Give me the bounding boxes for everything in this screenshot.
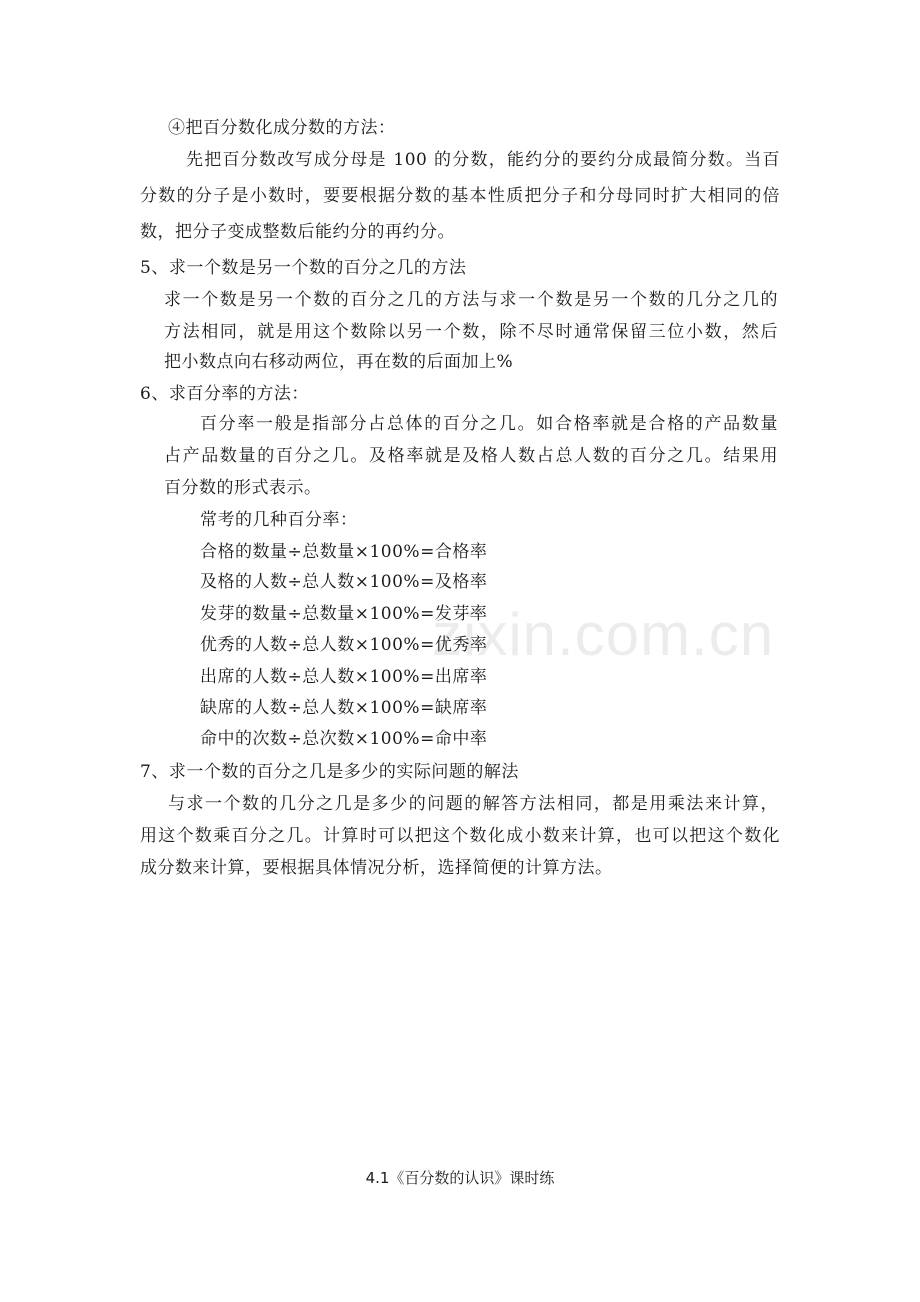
formula-item: 及格的人数÷总人数×100%=及格率	[200, 572, 488, 592]
section7-heading: 7、求一个数的百分之几是多少的实际问题的解法	[140, 762, 519, 782]
watermark: zixin.com.cn	[432, 601, 775, 668]
section5-heading: 5、求一个数是另一个数的百分之几的方法	[140, 258, 467, 278]
method4-line-2: 分数的分子是小数时，要要根据分数的基本性质把分子和分母同时扩大相同的倍	[140, 186, 780, 206]
section6-line-3: 百分数的形式表示。	[164, 478, 322, 498]
formula-item: 合格的数量÷总数量×100%=合格率	[200, 542, 488, 562]
method4-line-1: 先把百分数改写成分母是 100 的分数，能约分的要约分成最简分数。当百	[186, 150, 780, 170]
section7-line-2: 用这个数乘百分之几。计算时可以把这个数化成小数来计算，也可以把这个数化	[140, 826, 780, 846]
method4-heading: ④把百分数化成分数的方法：	[168, 118, 396, 138]
section7-line-1: 与求一个数的几分之几是多少的问题的解答方法相同，都是用乘法来计算，	[168, 794, 778, 814]
method4-line-3: 数，把分子变成整数后能约分的再约分。	[140, 222, 455, 242]
page-footer: 4.1《百分数的认识》课时练	[365, 1169, 555, 1187]
formula-item: 优秀的人数÷总人数×100%=优秀率	[200, 635, 488, 655]
section5-line-1: 求一个数是另一个数的百分之几的方法与求一个数是另一个数的几分之几的	[164, 290, 778, 310]
section6-heading: 6、求百分率的方法：	[140, 384, 309, 404]
section6-line-2: 占产品数量的百分之几。及格率就是及格人数占总人数的百分之几。结果用	[164, 446, 778, 466]
section7-line-3: 成分数来计算，要根据具体情况分析，选择简便的计算方法。	[140, 858, 613, 878]
formula-item: 缺席的人数÷总人数×100%=缺席率	[200, 698, 488, 718]
section5-line-2: 方法相同，就是用这个数除以另一个数，除不尽时通常保留三位小数，然后	[164, 322, 778, 342]
section5-line-3: 把小数点向右移动两位，再在数的后面加上%	[164, 352, 514, 372]
formula-item: 发芽的数量÷总数量×100%=发芽率	[200, 604, 488, 624]
formula-item: 命中的次数÷总次数×100%=命中率	[200, 729, 488, 749]
formula-item: 出席的人数÷总人数×100%=出席率	[200, 667, 488, 687]
section6-line-1: 百分率一般是指部分占总体的百分之几。如合格率就是合格的产品数量	[200, 414, 778, 434]
formulas-title: 常考的几种百分率：	[200, 510, 358, 530]
